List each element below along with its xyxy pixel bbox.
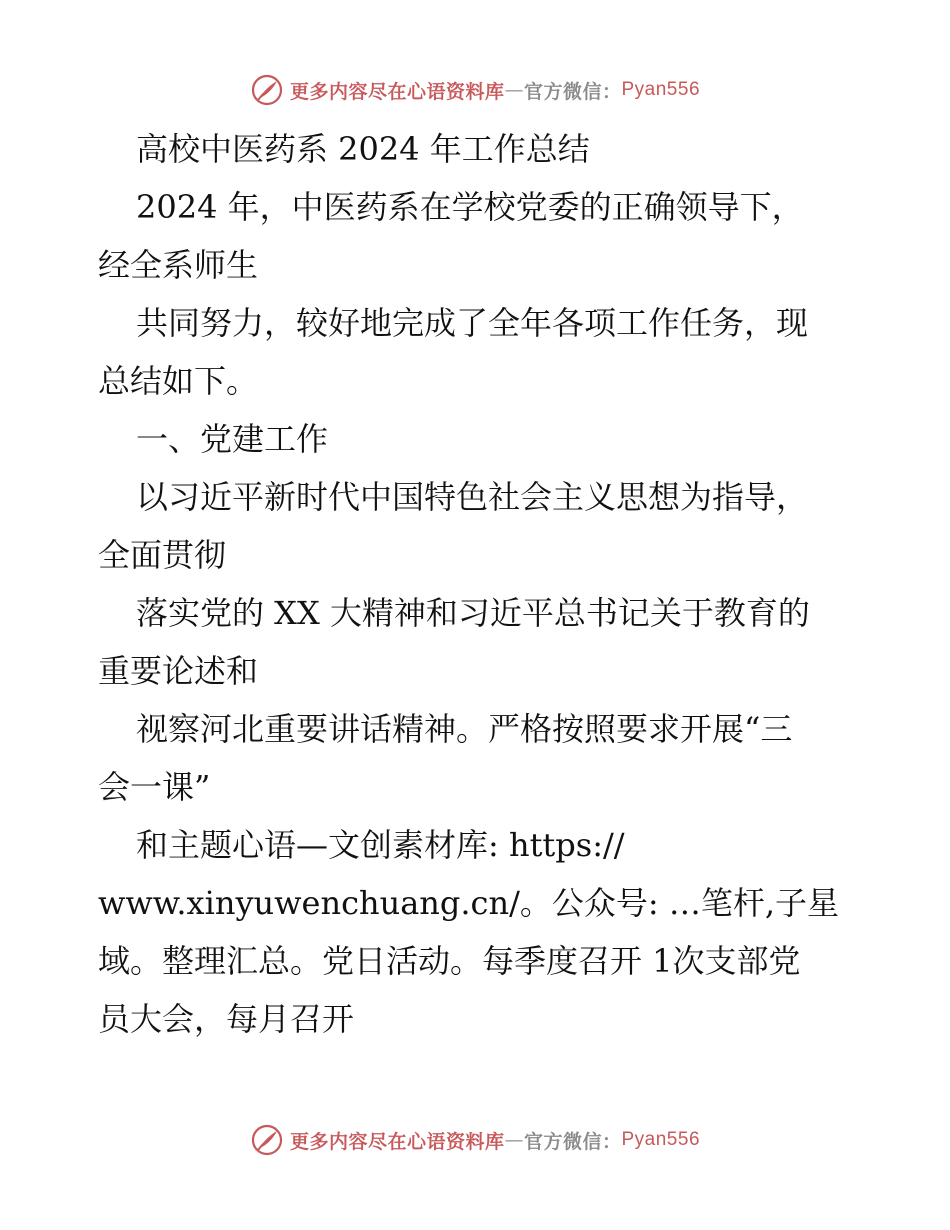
watermark-sub-text: 官方微信： <box>523 80 622 103</box>
paragraph-line: 经全系师生 <box>98 246 259 284</box>
watermark-handle: Pyan556 <box>621 1129 701 1150</box>
paragraph-line: 全面贯彻 <box>98 536 227 574</box>
paragraph-line: 共同努力，较好地完成了全年各项工作任务，现 <box>136 304 809 342</box>
watermark-main-text: 更多内容尽在心语资料库 <box>289 1130 505 1153</box>
quill-circle-icon <box>250 1123 284 1157</box>
paragraph-line: 视察河北重要讲话精神。严格按照要求开展“三 <box>136 710 793 748</box>
paragraph-line: 会一课” <box>98 768 211 806</box>
watermark-dash: — <box>504 79 524 101</box>
header-watermark <box>0 70 950 110</box>
paragraph-line: 落实党的 XX 大精神和习近平总书记关于教育的 <box>136 594 810 632</box>
watermark-handle: Pyan556 <box>621 79 701 100</box>
watermark-sub-text: 官方微信： <box>523 1130 622 1153</box>
footer-watermark <box>0 1120 950 1160</box>
paragraph-line: 重要论述和 <box>98 652 259 690</box>
section-heading: 一、党建工作 <box>136 420 329 458</box>
paragraph-line: www.xinyuwenchuang.cn/。公众号: …笔杆,子星 <box>98 884 839 922</box>
paragraph-line: 域。整理汇总。党日活动。每季度召开 1次支部党 <box>98 942 801 980</box>
paragraph-line: 总结如下。 <box>98 362 259 400</box>
watermark-dash: — <box>504 1129 524 1151</box>
document-title: 高校中医药系 2024 年工作总结 <box>136 130 590 168</box>
quill-circle-icon <box>250 73 284 107</box>
paragraph-line: 2024 年，中医药系在学校党委的正确领导下， <box>136 188 804 226</box>
watermark-main-text: 更多内容尽在心语资料库 <box>289 80 505 103</box>
document-body <box>98 120 858 1048</box>
paragraph-line: 员大会，每月召开 <box>98 1000 355 1038</box>
paragraph-line: 以习近平新时代中国特色社会主义思想为指导， <box>136 478 809 516</box>
paragraph-line: 和主题心语—文创素材库: https:// <box>136 826 625 864</box>
